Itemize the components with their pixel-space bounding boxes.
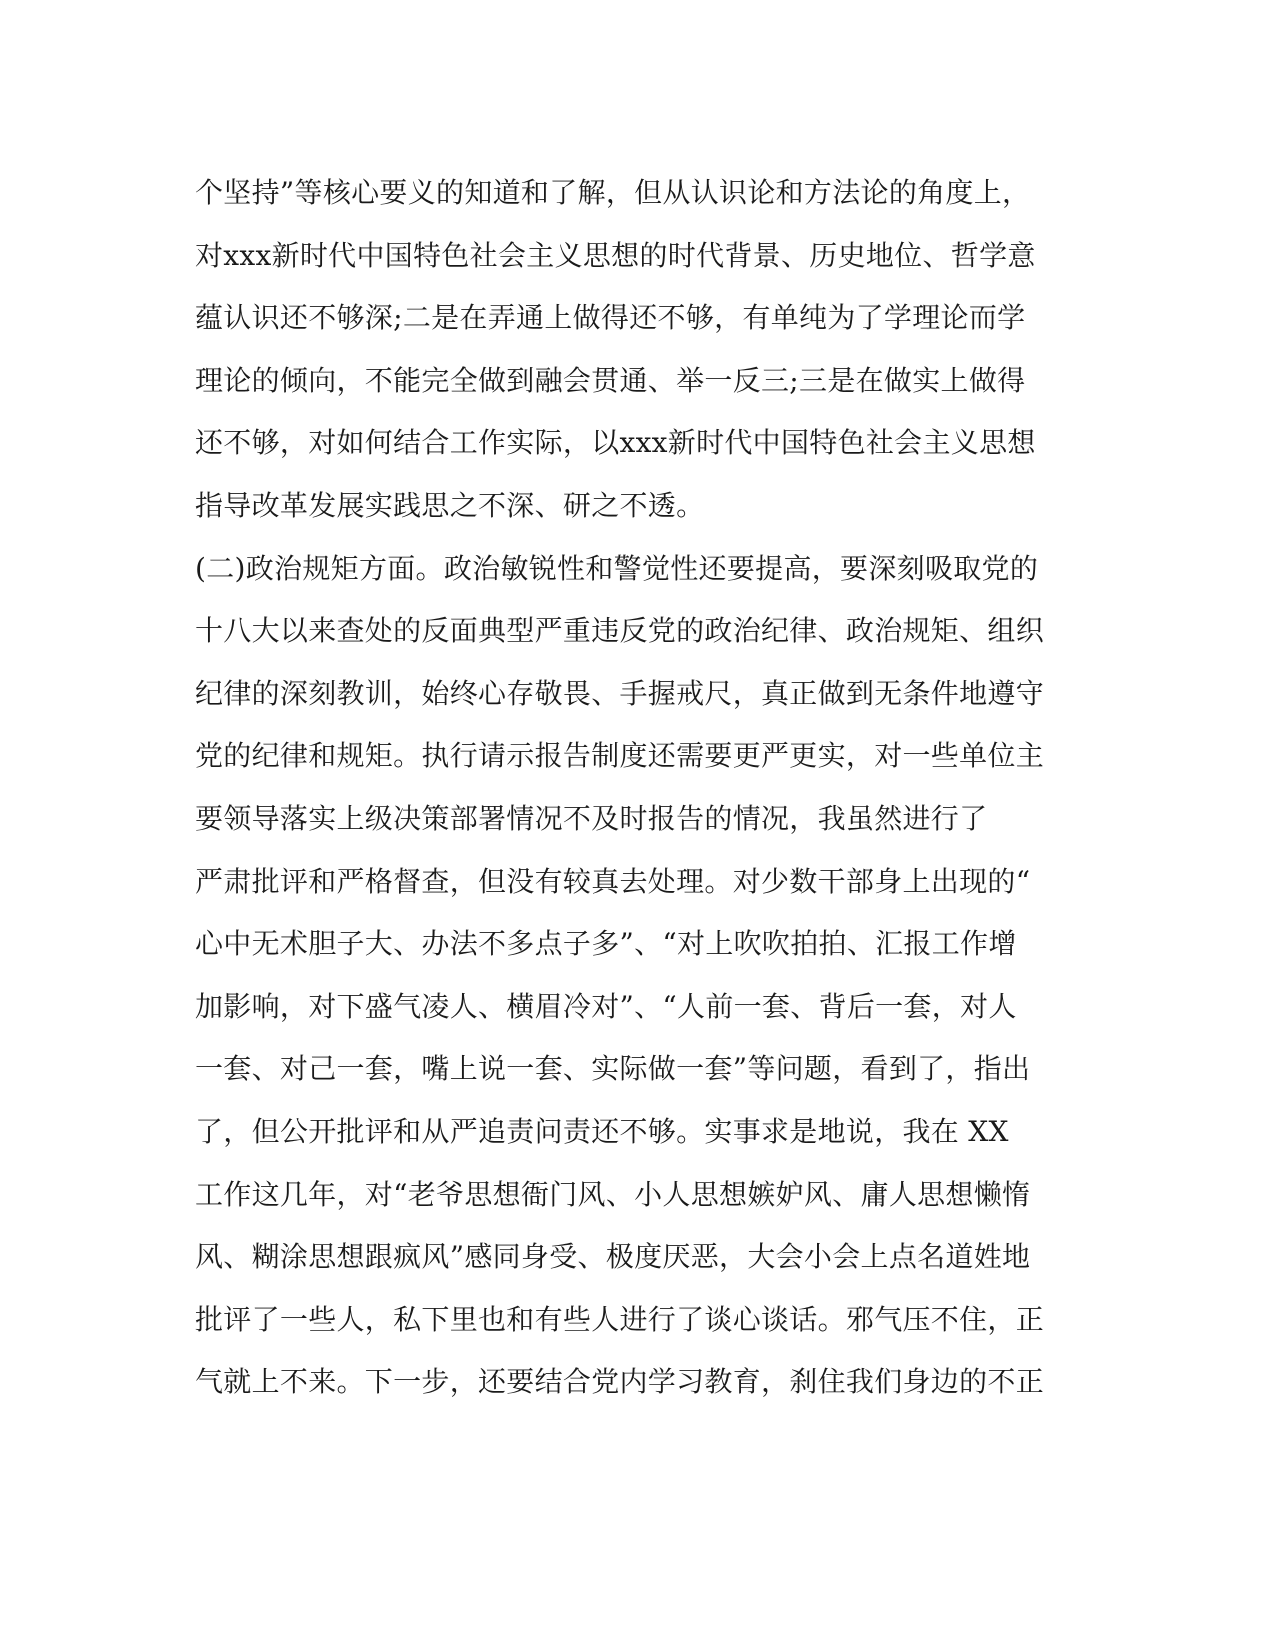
- text-line: 个坚持”等核心要义的知道和了解，但从认识论和方法论的角度上，: [195, 176, 1031, 209]
- text-line: 一套、对己一套，嘴上说一套、实际做一套”等问题，看到了，指出: [195, 1052, 1031, 1086]
- text-line: 十八大以来查处的反面典型严重违反党的政治纪律、政治规矩、组织: [195, 614, 1045, 648]
- text-line: 要领导落实上级决策部署情况不及时报告的情况，我虽然进行了: [195, 801, 988, 835]
- text-line: 指导改革发展实践思之不深、研之不透。: [195, 488, 705, 522]
- text-line: 加影响，对下盛气凌人、横眉冷对”、“人前一套、背后一套，对人: [195, 989, 1017, 1023]
- text-line: 了，但公开批评和从严追责问责还不够。实事求是地说，我在 XX: [195, 1114, 1009, 1148]
- text-line: 心中无术胆子大、办法不多点子多”、“对上吹吹拍拍、汇报工作增: [195, 927, 1017, 961]
- text-line: 对xxx新时代中国特色社会主义思想的时代背景、历史地位、哲学意: [195, 238, 1036, 272]
- text-line: (二)政治规矩方面。政治敏锐性和警觉性还要提高，要深刻吸取党的: [195, 551, 1039, 585]
- text-line: 严肃批评和严格督查，但没有较真去处理。对少数干部身上出现的“: [195, 864, 1031, 898]
- body-text: [195, 162, 1075, 1414]
- text-line: 纪律的深刻教训，始终心存敬畏、手握戒尺，真正做到无条件地遵守: [195, 676, 1045, 710]
- text-line: 工作这几年，对“老爷思想衙门风、小人思想嫉妒风、庸人思想懒惰: [195, 1177, 1031, 1211]
- text-line: 还不够，对如何结合工作实际，以xxx新时代中国特色社会主义思想: [195, 426, 1036, 460]
- text-line: 党的纪律和规矩。执行请示报告制度还需要更严更实，对一些单位主: [195, 739, 1045, 773]
- text-line: 风、糊涂思想跟疯风”感同身受、极度厌恶，大会小会上点名道姓地: [195, 1240, 1031, 1274]
- text-line: 蕴认识还不够深;二是在弄通上做得还不够，有单纯为了学理论而学: [195, 301, 1026, 335]
- text-line: 气就上不来。下一步，还要结合党内学习教育，刹住我们身边的不正: [195, 1365, 1045, 1399]
- text-line: 理论的倾向，不能完全做到融会贯通、举一反三;三是在做实上做得: [195, 363, 1026, 397]
- text-line: 批评了一些人，私下里也和有些人进行了谈心谈话。邪气压不住，正: [195, 1302, 1045, 1336]
